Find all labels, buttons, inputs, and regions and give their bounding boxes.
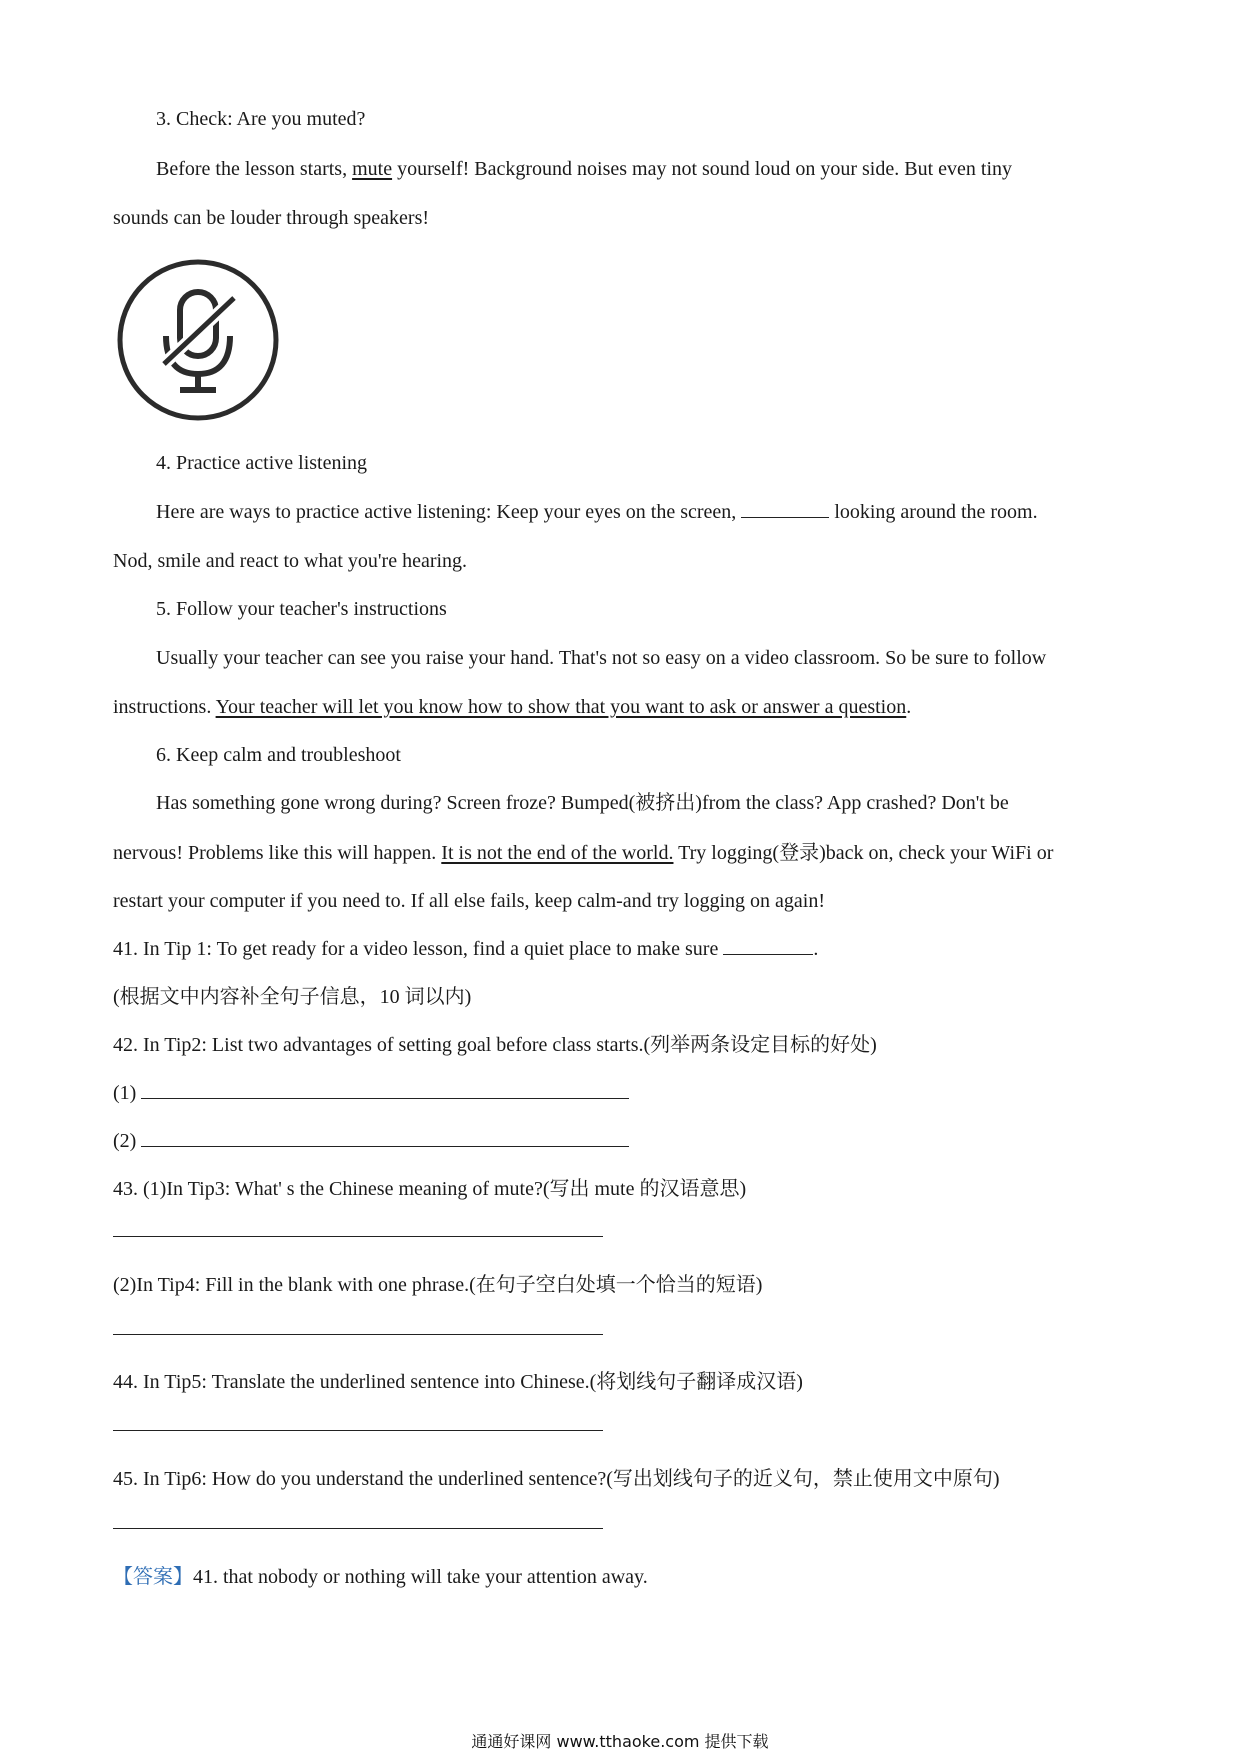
answer-line-42-2	[141, 1128, 629, 1147]
tip4-fill-blank	[741, 499, 829, 518]
question-42-item-2: (2)	[113, 1128, 629, 1154]
tip6-underlined-sentence: It is not the end of the world.	[441, 842, 674, 864]
answer-line-43-2	[113, 1334, 603, 1335]
tip6-paragraph-line1: Has something gone wrong during? Screen froze? Bumped(被挤出)from the class? App crashed? Don't be	[156, 792, 1009, 814]
tip4-heading: 4. Practice active listening	[156, 452, 368, 474]
question-41: 41. In Tip 1: To get ready for a video lesson, find a quiet place to make sure .	[113, 938, 819, 960]
page-footer: 通通好课网 www.tthaoke.com 提供下载	[471, 1732, 769, 1751]
question-42-item-1: (1)	[113, 1080, 629, 1106]
question-43-part-1: 43. (1)In Tip3: What' s the Chinese meaning of mute?(写出 mute 的汉语意思)	[113, 1178, 747, 1200]
answer-41: 【答案】41. that nobody or nothing will take your attention away.	[113, 1566, 648, 1588]
tip4-paragraph-line1: Here are ways to practice active listening: Keep your eyes on the screen, looking around the room.	[156, 501, 1038, 523]
question-41-blank	[723, 936, 813, 955]
answer-line-43-1	[113, 1236, 603, 1237]
answer-tag: 【答案】	[113, 1566, 193, 1588]
question-42: 42. In Tip2: List two advantages of setting goal before class starts.(列举两条设定目标的好处)	[113, 1034, 877, 1056]
muted-microphone-icon	[114, 256, 282, 424]
tip5-underlined-sentence: Your teacher will let you know how to show that you want to ask or answer a question	[215, 696, 907, 718]
tip4-paragraph-line2: Nod, smile and react to what you're hearing.	[113, 550, 468, 572]
tip5-heading: 5. Follow your teacher's instructions	[156, 598, 447, 620]
answer-line-44	[113, 1430, 603, 1431]
answer-line-42-1	[141, 1080, 629, 1099]
tip5-paragraph-line2: instructions. Your teacher will let you know how to show that you want to ask or answer a question.	[113, 696, 912, 718]
tip3-heading: 3. Check: Are you muted?	[156, 108, 366, 130]
question-44: 44. In Tip5: Translate the underlined sentence into Chinese.(将划线句子翻译成汉语)	[113, 1371, 803, 1393]
question-43-part-2: (2)In Tip4: Fill in the blank with one phrase.(在句子空白处填一个恰当的短语)	[113, 1274, 763, 1296]
tip5-paragraph-line1: Usually your teacher can see you raise your hand. That's not so easy on a video classroom. So be sure to follow	[156, 647, 1047, 669]
tip6-paragraph-line3: restart your computer if you need to. If all else fails, keep calm-and try logging on again!	[113, 890, 825, 912]
tip6-heading: 6. Keep calm and troubleshoot	[156, 744, 401, 766]
answer-line-45	[113, 1528, 603, 1529]
question-41-note: (根据文中内容补全句子信息，10 词以内)	[113, 986, 472, 1008]
question-45: 45. In Tip6: How do you understand the underlined sentence?(写出划线句子的近义句，禁止使用文中原句)	[113, 1468, 1000, 1490]
underlined-word-mute: mute	[352, 158, 393, 180]
tip3-paragraph-line2: sounds can be louder through speakers!	[113, 207, 430, 229]
tip3-paragraph-line1: Before the lesson starts, mute yourself! Background noises may not sound loud on your side. But even tiny	[156, 158, 1012, 180]
tip6-paragraph-line2: nervous! Problems like this will happen. It is not the end of the world. Try logging(登录)back on, check your WiFi or	[113, 842, 1054, 864]
